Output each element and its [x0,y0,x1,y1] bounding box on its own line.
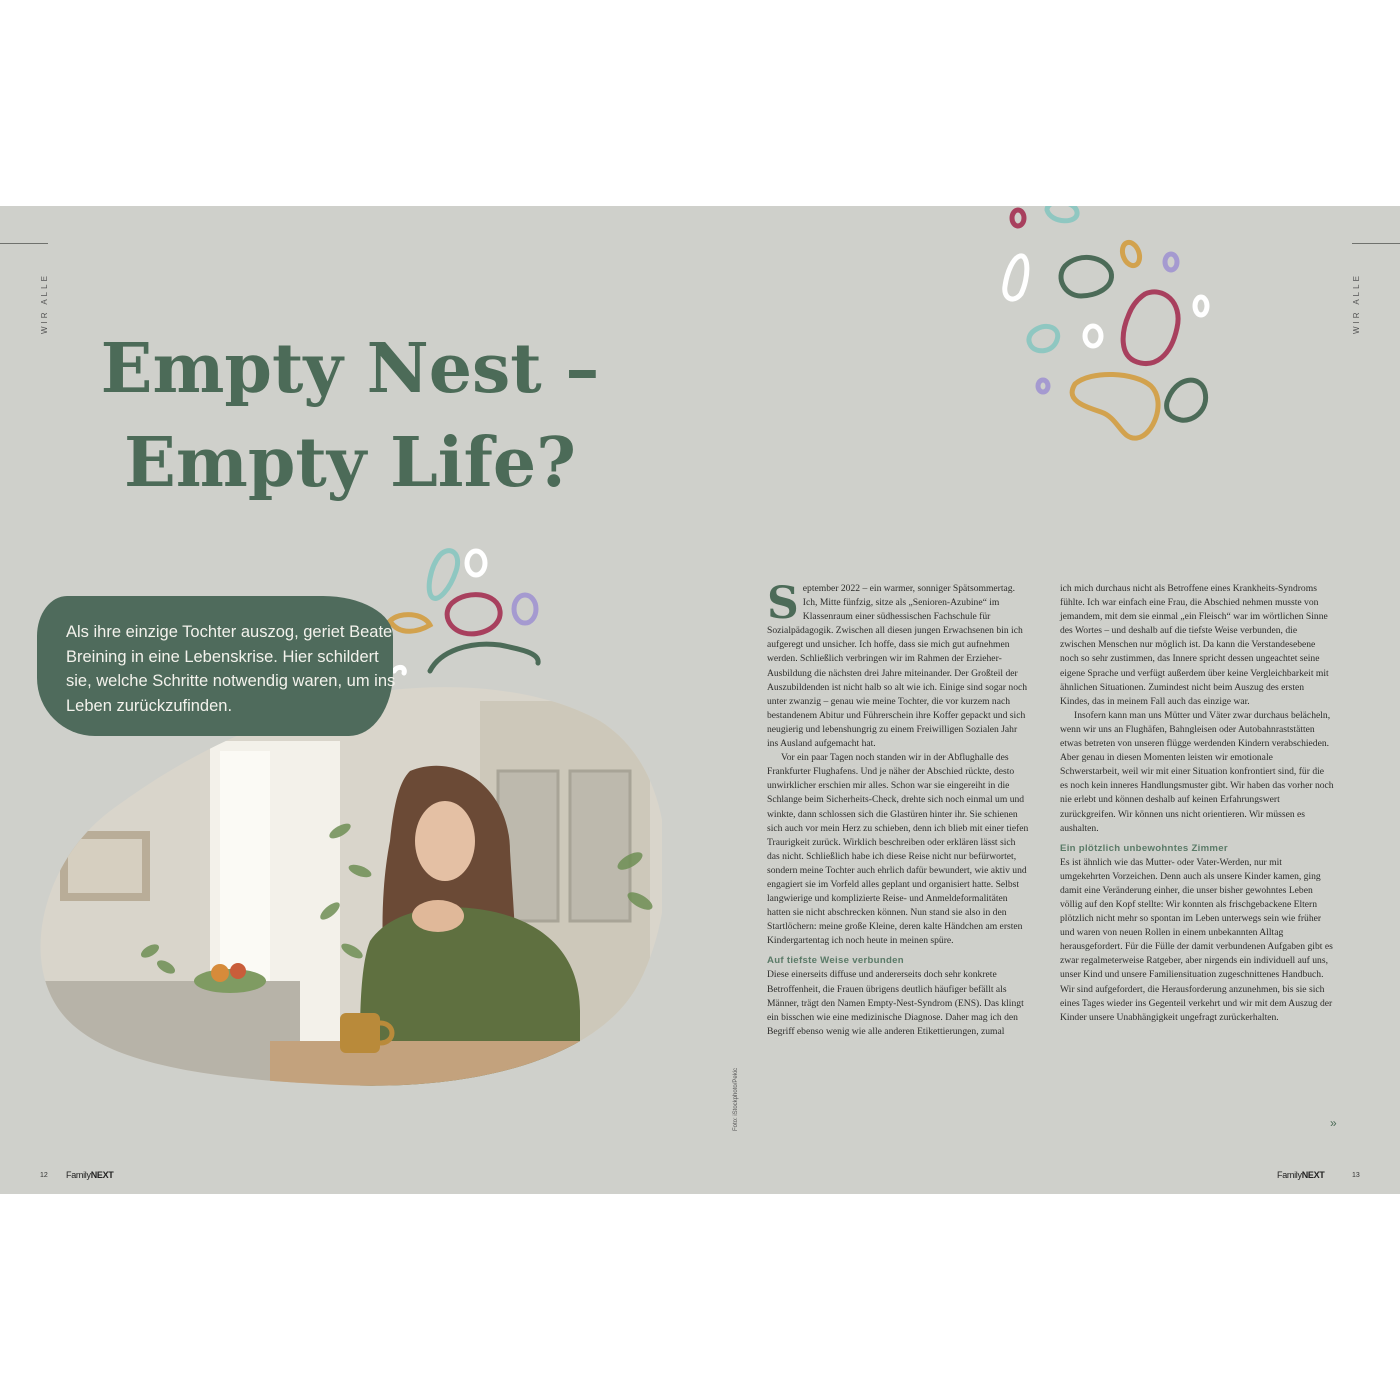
brand-family: Family [1277,1170,1302,1180]
pebble-decoration-left [380,541,550,691]
article-photo [40,681,662,1093]
pebble-cluster-decoration [995,206,1215,456]
paragraph: ich mich durchaus nicht als Betroffene eines Krankheits-Syndroms fühlte. Ich war einfach eine Frau, die Abschied nehmen musste von jemandem, mit dem sie einmal „ein Fleisch“ war im wörtlichen Sinne des Wortes – und deshalb auf die tiefste Weise verbunden, die zwischen Menschen nur möglich ist. Da kann die Verstandesebene noch so sehr zustimmen, das Innere spricht dessen ungeachtet seine eigene Sprache und verfügt außerdem über keine Vergleichbarkeit mit ähnlichen Situationen. Zumindest nicht beim Auszug des ersten Kindes, das in meinem Fall auch das einzige war. [1060,583,1329,707]
continue-mark: » [1330,1116,1337,1130]
brand-next: NEXT [1301,1170,1325,1180]
drop-cap: S [767,578,799,629]
intro-paragraph [767,578,1029,751]
intro-text: eptember 2022 – ein warmer, sonniger Spätsommertag. Ich, Mitte fünfzig, sitze als „Senioren-Azubine“ im Klassenraum einer südhessischen Fachschule für Sozialpädagogik. Zwischen all diesen jungen Erwachsenen bin ich aufgeregt und unsicher. Ich hoffe, dass sie mich gut aufnehmen werden. Schließlich verbringen wir im Rahmen der Erzieher-Ausbildung die nächsten drei Jahre miteinander. Der Großteil der Auszubildenden ist nicht halb so alt wie ich. Einige sind sogar noch unter zwanzig – genau wie meine Tochter, die vor kurzem nach bestandenem Abitur und Führerschein ihre Koffer gepackt und sich neugierig und lebenshungrig zu einem Freiwilligen Sozialen Jahr ins Ausland aufgemacht hat. [767,583,1028,750]
teaser-box [37,596,396,736]
magazine-logo-right [1277,1170,1325,1180]
brand-next: NEXT [90,1170,114,1180]
article-column-2 [1060,582,1334,1025]
magazine-logo-left [66,1170,114,1180]
magazine-spread [0,206,1400,1194]
page-number-left: 12 [40,1172,48,1179]
paragraph: Es ist ähnlich wie das Mutter- oder Vater-Werden, nur mit umgekehrten Vorzeichen. Denn auch als unsere Kinder kamen, ging damit eine Veränderung einher, die unser bisher gewohntes Leben völlig auf den Kopf stellte: Wir konnten als frischgebackene Eltern plötzlich nicht mehr so spontan im Leben unterwegs sein wie früher und waren von neuen Rollen in einem unbekannten Alltag herausgefordert. Für die Fülle der damit verbundenen Aufgaben gibt es zwar regalmeterweise Ratgeber, aber nirgends ein individuell auf uns, unser Kind und unsere Familiensituation zugeschnittenes Handbuch. Wir sind aufgefordert, die Herausforderung anzunehmen, bis sie sich eines Tages wieder ins Gegenteil verkehrt und wir mit dem Auszug der Kinder unsere Unabhängigkeit ungefragt zurückerhalten. [1060,856,1333,1023]
article-column-1 [767,578,1029,1039]
right-section-rule [1352,243,1400,244]
section-label-left: WIR ALLE [40,273,49,334]
title-line-2: Empty Life? [124,423,576,503]
teaser-text: Als ihre einzige Tochter auszog, geriet Beate Breining in eine Lebenskrise. Hier schildert sie, welche Schritte notwendig waren, um ins Leben zurückzufinden. [66,623,396,715]
photo-credit: Foto: iStockphoto/Pekic [733,1067,739,1131]
paragraph: Diese einerseits diffuse und andererseits doch sehr konkrete Betroffenheit, die Frauen übrigens deutlich häufiger befällt als Männer, trägt den Namen Empty-Nest-Syndrom (ENS). Das klingt ein bisschen wie eine medizinische Diagnose. Daher mag ich den Begriff ebenso wenig wie alle anderen Etikettierungen, zumal [767,969,1024,1037]
left-section-rule [0,243,48,244]
paragraph: Insofern kann man uns Mütter und Väter zwar durchaus belächeln, wenn wir uns an Flughäfen, Bahngleisen oder Autobahnraststätten etwas betreten von unseren flügge werdenden Kindern verabschieden. Aber genau in diesen Momenten leisten wir emotionale Schwerstarbeit, weil wir mit einer Situation konfrontiert sind, für die es noch kein inneres Handlungsmuster gibt. Wir haben das vorher noch nie erlebt und können deshalb auf keinen Erfahrungswert zurückgreifen. Wir können uns nicht orientieren. Wir müssen es aushalten. [1060,709,1334,834]
subheading-2: Ein plötzlich unbewohntes Zimmer [1060,842,1228,854]
page-number-right: 13 [1352,1172,1360,1179]
brand-family: Family [66,1170,91,1180]
article-title [80,322,620,510]
paragraph: Vor ein paar Tagen noch standen wir in der Abflughalle des Frankfurter Flughafens. Und je näher der Abschied rückte, desto unwirklicher erschien mir alles. Schon war sie eingereiht in die Schlange beim Sicherheits-Check, drehte sich noch einmal um und winkte, dann schlossen sich die Glastüren hinter ihr. Sie schienen sich auch vor mein Herz zu schieben, denn ich blieb mit einer tiefen Traurigkeit zurück. Wirklich beschreiben oder erklären lässt sich das nicht. Schließlich habe ich diese Reise nicht nur befürwortet, sondern meine Tochter auch ehrlich dafür bewundert, wie aktiv und engagiert sie im Vorfeld alles geplant und organisiert hatte. Selbst langwierige und komplizierte Reise- und Anmeldeformalitäten hatten sie nicht abschrecken können. Nun stand sie also in den Startlöchern: meine große Kleine, deren kalte Händchen am ersten Kindergartentag ich noch heute in meinen spüre. [767,752,1029,947]
subheading-1: Auf tiefste Weise verbunden [767,955,904,967]
section-label-right: WIR ALLE [1352,273,1361,334]
title-line-1: Empty Nest – [100,329,600,409]
